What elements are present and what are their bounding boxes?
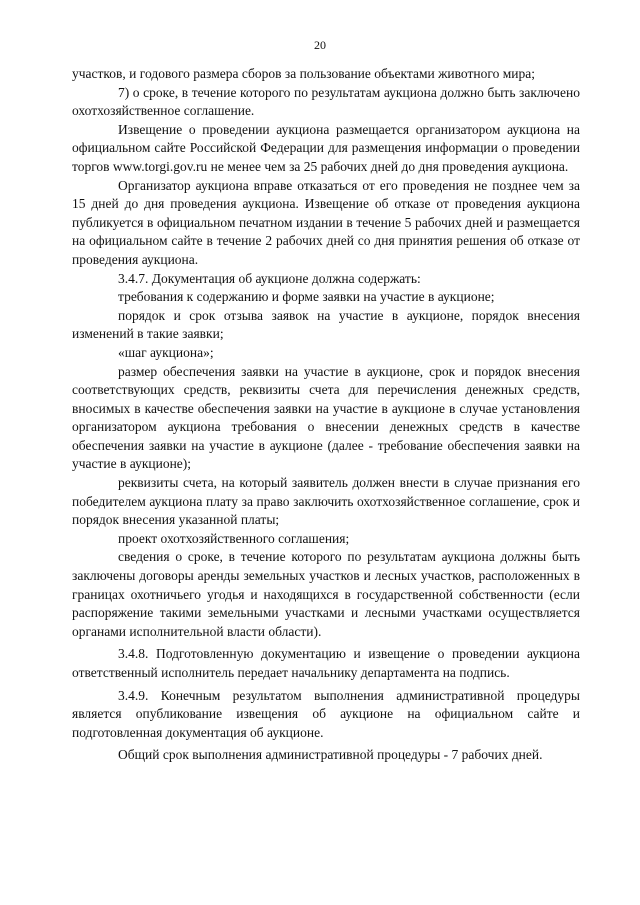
paragraph: 7) о сроке, в течение которого по результатам аукциона должно быть заключено охотхозяйственное соглашение.	[72, 84, 580, 119]
document-body	[72, 65, 580, 765]
paragraph: Организатор аукциона вправе отказаться от его проведения не позднее чем за 15 дней до дня проведения аукциона. Извещение об отказе от проведения аукциона публикуется в официальном печатном издании в течение 5 рабочих дней и размещается на официальном сайте в течение 2 рабочих дней со дня принятия решения об отказе от проведения аукциона.	[72, 177, 580, 267]
paragraph: Извещение о проведении аукциона размещается организатором аукциона на официальном сайте Российской Федерации для размещения информации о проведении торгов www.torgi.gov.ru не менее чем за 25 рабочих дней до дня проведения аукциона.	[72, 121, 580, 174]
paragraph: порядок и срок отзыва заявок на участие в аукционе, порядок внесения изменений в такие заявки;	[72, 307, 580, 342]
paragraph: Общий срок выполнения административной процедуры - 7 рабочих дней.	[118, 747, 543, 763]
paragraph: 3.4.7. Документация об аукционе должна содержать:	[118, 270, 421, 286]
paragraph: сведения о сроке, в течение которого по результатам аукциона должны быть заключены договоры аренды земельных участков и лесных участков, расположенных в границах охотничьего угодья и находящихся в государственной собственности (если распоряжение такими земельными участками и лесными участками осуществляется органами исполнительной власти области).	[72, 549, 580, 639]
paragraph: 3.4.9. Конечным результатом выполнения административной процедуры является опубликование извещения об аукционе на официальном сайте и подготовленная документация об аукционе.	[72, 687, 580, 740]
paragraph: реквизиты счета, на который заявитель должен внести в случае признания его победителем аукциона плату за право заключить охотхозяйственное соглашение, срок и порядок внесения указанной платы;	[72, 475, 580, 528]
paragraph: размер обеспечения заявки на участие в аукционе, срок и порядок внесения соответствующих средств, реквизиты счета для перечисления денежных средств, вносимых в качестве обеспечения заявки на участие в аукционе в случае установления организатором аукциона требования о внесении денежных средств в качестве обеспечения заявки на участие в аукционе (далее - требование обеспечения заявки на участие в аукционе);	[72, 363, 580, 472]
page-number: 20	[314, 38, 326, 52]
paragraph: участков, и годового размера сборов за пользование объектами животного мира;	[72, 66, 535, 81]
paragraph: «шаг аукциона»;	[118, 344, 214, 360]
paragraph: проект охотхозяйственного соглашения;	[118, 530, 350, 546]
paragraph: 3.4.8. Подготовленную документацию и извещение о проведении аукциона ответственный исполнитель передает начальнику департамента на подпись.	[72, 646, 580, 680]
paragraph: требования к содержанию и форме заявки на участие в аукционе;	[118, 289, 495, 305]
